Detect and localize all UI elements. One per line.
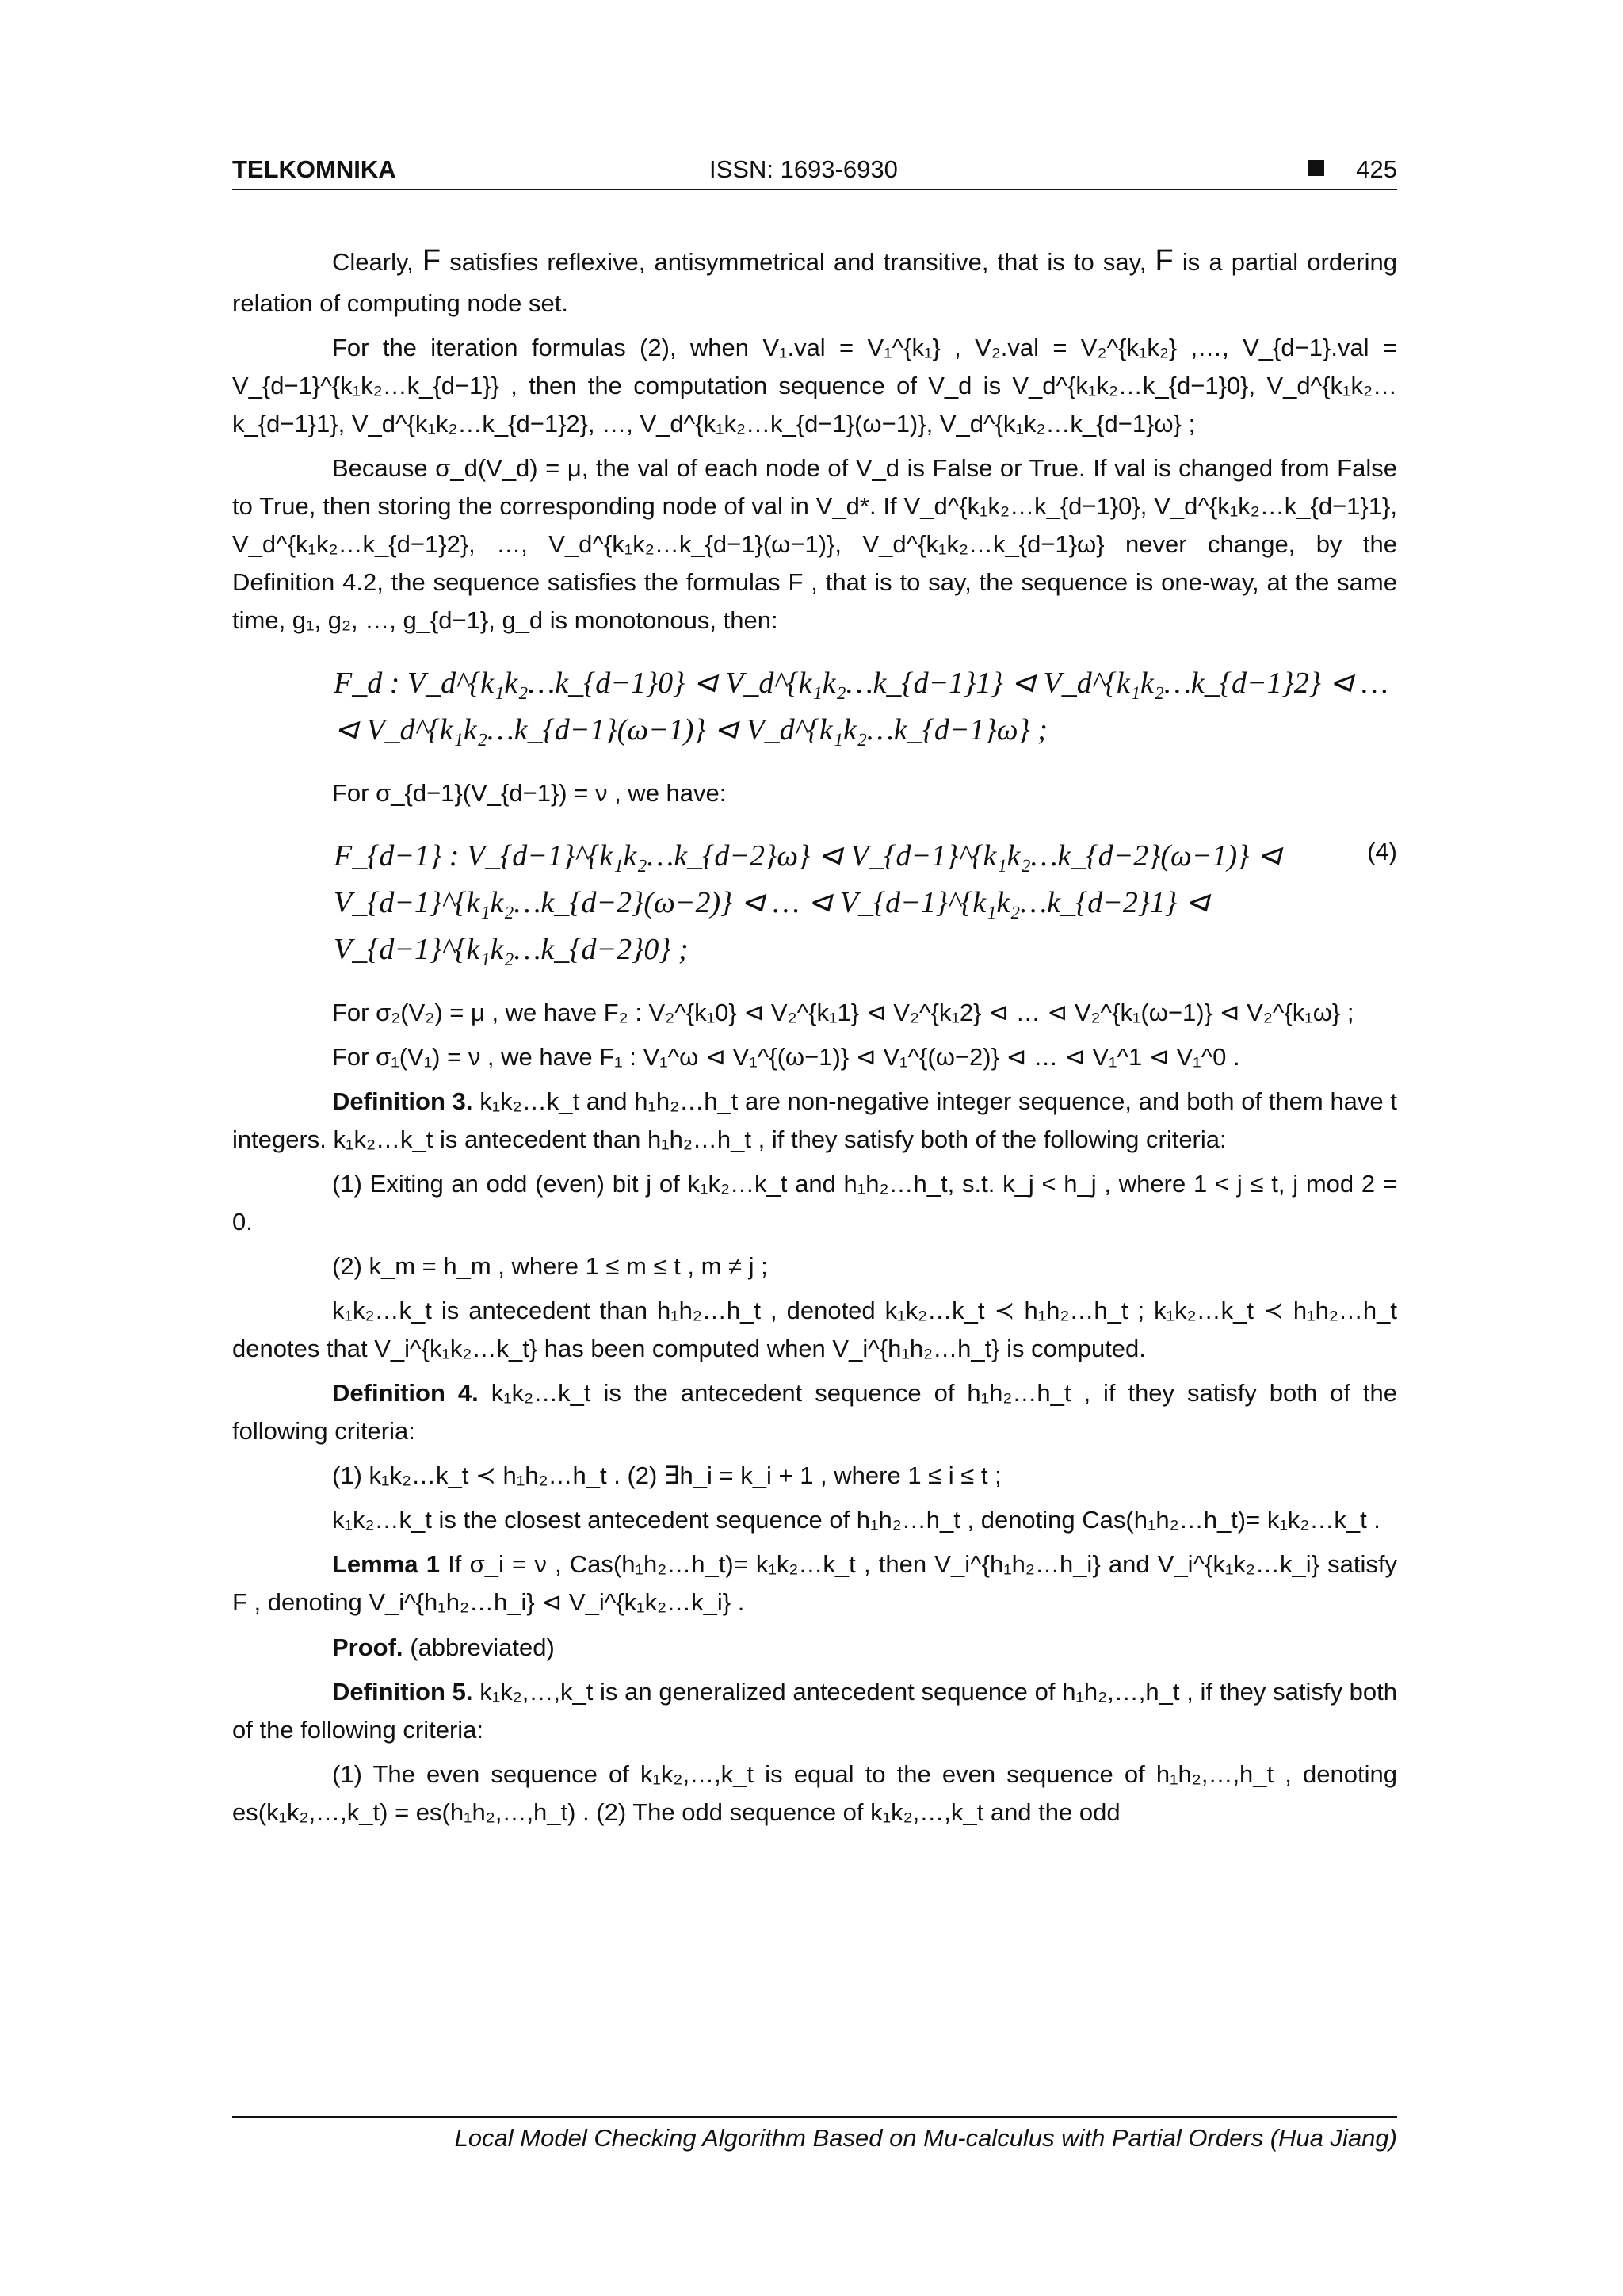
page-number: 425 <box>1356 155 1397 183</box>
definition-3-note: k₁k₂…k_t is antecedent than h₁h₂…h_t , denoted k₁k₂…k_t ≺ h₁h₂…h_t ; k₁k₂…k_t ≺ h₁h₂…h_t denotes that V_i^{k₁k₂…k_t} has been computed when V_i^{h₁h₂…h_t} is computed. <box>232 1297 1397 1363</box>
journal-name: TELKOMNIKA <box>232 155 396 183</box>
equation-Fd: F_d : V_d^{k₁k₂…k_{d−1}0} ⊲ V_d^{k₁k₂…k_{d−1}1} ⊲ V_d^{k₁k₂…k_{d−1}2} ⊲ … ⊲ V_d^{k₁k₂…k_{d−1}(ω−1)} ⊲ V_d^{k₁k₂…k_{d−1}ω} ; <box>334 667 1388 747</box>
proof-title: Proof. <box>332 1633 403 1661</box>
definition-5-title: Definition 5. <box>332 1677 473 1706</box>
definition-4: Definition 4. k₁k₂…k_t is the antecedent sequence of h₁h₂…h_t , if they satisfy both of the following criteria: <box>232 1379 1397 1446</box>
proof: Proof. (abbreviated) <box>332 1633 555 1661</box>
page-body <box>232 238 1397 1838</box>
equation-number: (4) <box>1367 838 1397 866</box>
lemma-1-title: Lemma 1 <box>332 1550 440 1579</box>
symbol-F: F <box>1155 244 1174 277</box>
definition-4-criterion-1: (1) k₁k₂…k_t ≺ h₁h₂…h_t . (2) ∃h_i = k_i + 1 , where 1 ≤ i ≤ t ; <box>332 1461 1002 1490</box>
equation-Fd-1-body: F_{d−1} : V_{d−1}^{k₁k₂…k_{d−2}ω} ⊲ V_{d−1}^{k₁k₂…k_{d−2}(ω−1)} ⊲ V_{d−1}^{k₁k₂…k_{d−2}(ω−2)} ⊲ … ⊲ V_{d−1}^{k₁k₂…k_{d−2}1} ⊲ V_{d−1}^{k₁k₂…k_{d−2}0} ; <box>334 839 1282 966</box>
definition-4-title: Definition 4. <box>332 1379 479 1408</box>
definition-5-criterion-1: (1) The even sequence of k₁k₂,…,k_t is equal to the even sequence of h₁h₂,…,h_t , denoting es(k₁k₂,…,k_t) = es(h₁h₂,…,h_t) . (2) The odd sequence of k₁k₂,…,k_t and the odd <box>232 1759 1397 1826</box>
paragraph-for-nu: For σ_{d−1}(V_{d−1}) = ν , we have: <box>332 779 727 808</box>
definition-3-title: Definition 3. <box>332 1087 473 1115</box>
symbol-F: F <box>422 244 441 277</box>
definition-3: Definition 3. k₁k₂…k_t and h₁h₂…h_t are non-negative integer sequence, and both of them have t integers. k₁k₂…k_t is antecedent than h₁h₂…h_t , if they satisfy both of the following criteria: <box>232 1087 1397 1153</box>
paragraph-for-sigma1: For σ₁(V₁) = ν , we have F₁ : V₁^ω ⊲ V₁^{(ω−1)} ⊲ V₁^{(ω−2)} ⊲ … ⊲ V₁^1 ⊲ V₁^0 . <box>332 1042 1240 1071</box>
footer-rule <box>232 2116 1397 2118</box>
paragraph-iteration: For the iteration formulas (2), when V₁.val = V₁^{k₁} , V₂.val = V₂^{k₁k₂} ,…, V_{d−1}.val = V_{d−1}^{k₁k₂…k_{d−1}} , then the computation sequence of V_d is V_d^{k₁k₂…k_{d−1}0}, V_d^{k₁k₂…k_{d−1}1}, V_d^{k₁k₂…k_{d−1}2}, …, V_d^{k₁k₂…k_{d−1}(ω−1)}, V_d^{k₁k₂…k_{d−1}ω} ; <box>232 333 1397 438</box>
paragraph-for-mu: For σ₂(V₂) = μ , we have F₂ : V₂^{k₁0} ⊲ V₂^{k₁1} ⊲ V₂^{k₁2} ⊲ … ⊲ V₂^{k₁(ω−1)} ⊲ V₂^{k₁ω} ; <box>332 998 1354 1026</box>
issn: ISSN: 1693-6930 <box>709 155 898 183</box>
header-rule <box>232 189 1397 190</box>
equation-Fd-1 <box>334 833 1397 973</box>
paragraph-clearly: Clearly, F satisfies reflexive, antisymmetrical and transitive, that is to say, F is a partial ordering relation of computing node set. <box>232 244 1397 317</box>
page-footer: Local Model Checking Algorithm Based on Mu-calculus with Partial Orders (Hua Jiang) <box>454 2124 1397 2152</box>
definition-4-note: k₁k₂…k_t is the closest antecedent sequence of h₁h₂…h_t , denoting Cas(h₁h₂…h_t)= k₁k₂…k_t . <box>332 1506 1381 1534</box>
square-bullet-icon <box>1308 160 1324 176</box>
definition-3-criterion-2: (2) k_m = h_m , where 1 ≤ m ≤ t , m ≠ j ; <box>332 1252 768 1281</box>
lemma-1: Lemma 1 If σ_i = ν , Cas(h₁h₂…h_t)= k₁k₂…k_t , then V_i^{h₁h₂…h_i} and V_i^{k₁k₂…k_i} satisfy F , denoting V_i^{h₁h₂…h_i} ⊲ V_i^{k₁k₂…k_i} . <box>232 1550 1397 1617</box>
page-header <box>232 155 1397 187</box>
definition-3-criterion-1: (1) Exiting an odd (even) bit j of k₁k₂…k_t and h₁h₂…h_t, s.t. k_j < h_j , where 1 < j ≤ t, j mod 2 = 0. <box>232 1170 1397 1236</box>
definition-5: Definition 5. k₁k₂,…,k_t is an generalized antecedent sequence of h₁h₂,…,h_t , if they satisfy both of the following criteria: <box>232 1677 1397 1744</box>
paragraph-because: Because σ_d(V_d) = μ, the val of each node of V_d is False or True. If val is changed from False to True, then storing the corresponding node of val in V_d*. If V_d^{k₁k₂…k_{d−1}0}, V_d^{k₁k₂…k_{d−1}1}, V_d^{k₁k₂…k_{d−1}2}, …, V_d^{k₁k₂…k_{d−1}(ω−1)}, V_d^{k₁k₂…k_{d−1}ω} never change, by the Definition 4.2, the sequence satisfies the formulas F , that is to say, the sequence is one-way, at the same time, g₁, g₂, …, g_{d−1}, g_d is monotonous, then: <box>232 454 1397 635</box>
